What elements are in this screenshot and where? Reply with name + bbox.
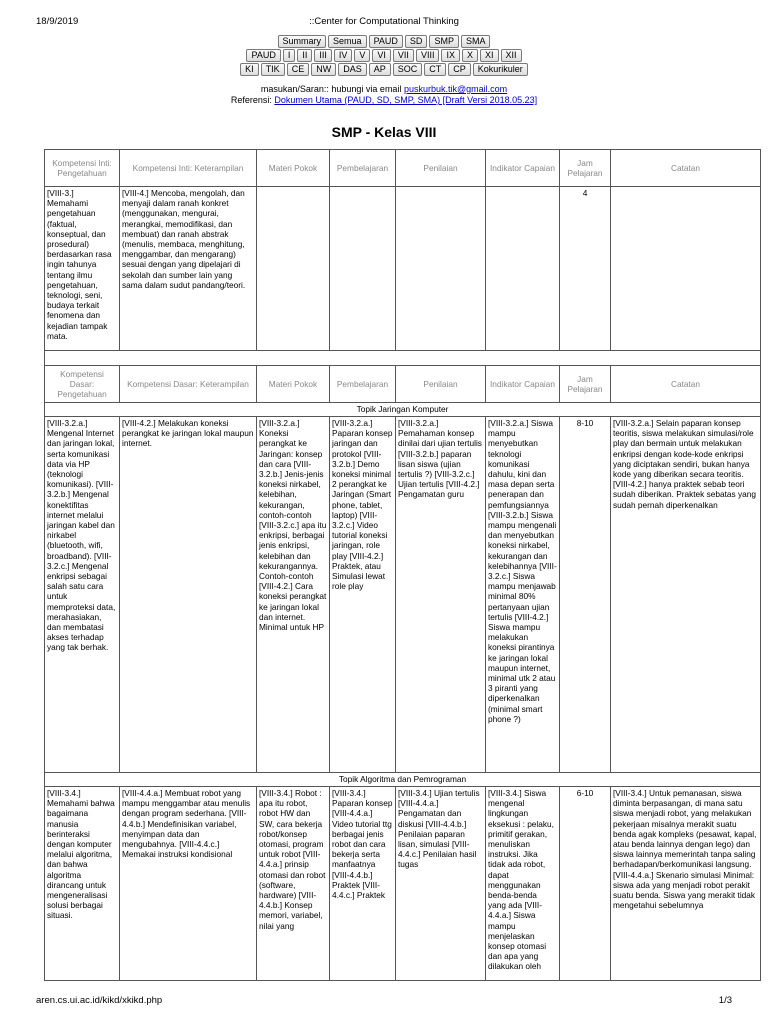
col-header: Pembelajaran xyxy=(330,366,396,403)
table-cell: [VIII-3.4.] Siswa mengenal lingkungan eksekusi : pelaku, primitif gerakan, menuliskan instruksi. Jika tidak ada robot, dapat menggunakan benda-benda yang ada [VIII-4.4.a.] Siswa mampu menjelaskan konsep otomasi dan apa yang dilakukan oleh xyxy=(486,787,560,981)
ki-header-row xyxy=(45,150,761,187)
grade-paud-button[interactable]: PAUD xyxy=(246,49,280,62)
grade-10-button[interactable]: X xyxy=(462,49,478,62)
topic-das-button[interactable]: DAS xyxy=(338,63,367,76)
reference-label: Referensi: xyxy=(230,95,275,105)
col-header: Kompetensi Inti: Keterampilan xyxy=(120,150,257,187)
topic-kokurikuler-button[interactable]: Kokurikuler xyxy=(473,63,528,76)
table-cell: [VIII-3.2.a.] Mengenal Internet dan jaringan lokal, serta komunikasi data via HP (teknologi komunikasi). [VIII-3.2.b.] Mengenal konektifitas internet melalui jaringan kabel dan nirkabel (bluetooth, wifi, broadband). [VIII-3.2.c.] Mengenal enkripsi sebagai salah satu cara untuk memproteksi data, merahasiakan, dan membatasi akses terhadap yang tak berhak. xyxy=(45,417,120,773)
topic-ap-button[interactable]: AP xyxy=(369,63,391,76)
page-title: SMP - Kelas VIII xyxy=(331,124,437,140)
spacer-row xyxy=(45,351,761,366)
topic-row xyxy=(45,403,761,417)
nav-smp-button[interactable]: SMP xyxy=(429,35,459,48)
table-cell xyxy=(396,187,486,351)
grade-3-button[interactable]: III xyxy=(314,49,332,62)
col-header: Pembelajaran xyxy=(330,150,396,187)
col-header: Indikator Capaian xyxy=(486,366,560,403)
grade-6-button[interactable]: VI xyxy=(372,49,391,62)
print-page-title: ::Center for Computational Thinking xyxy=(309,16,459,27)
topic-title: Topik Algoritma dan Pemrograman xyxy=(45,773,761,787)
grade-1-button[interactable]: I xyxy=(283,49,296,62)
col-header: Kompetensi Inti: Pengetahuan xyxy=(45,150,120,187)
nav-row-grade xyxy=(0,49,768,62)
topic-title: Topik Jaringan Komputer xyxy=(45,403,761,417)
print-date: 18/9/2019 xyxy=(36,16,79,27)
table-cell xyxy=(486,187,560,351)
nav-semua-button[interactable]: Semua xyxy=(328,35,367,48)
grade-7-button[interactable]: VII xyxy=(393,49,414,62)
print-header xyxy=(36,16,732,30)
table-cell: [VIII-3.2.a.] Siswa mampu menyebutkan teknologi komunikasi dahulu, kini dan masa depan serta penerapan dan pemfungsiannya [VIII-3.2.b.] Siswa mampu mengenali dan menyebutkan koneksi nirkabel, kekurangan dan kelebihannya [VIII-3.2.c.] Siswa mampu menjawab minimal 80% pertanyaan ujian tertulis [VIII-4.2.] Siswa mampu melakukan koneksi pirantinya ke jaringan lokal maupun internet, minimal utk 2 atau 3 piranti yang diperkenalkan (minimal smart phone ?) xyxy=(486,417,560,773)
col-header: Penilaian xyxy=(396,150,486,187)
nav-paud-button[interactable]: PAUD xyxy=(369,35,403,48)
topic-cp-button[interactable]: CP xyxy=(448,63,471,76)
feedback-label: masukan/Saran:: hubungi via email xyxy=(260,84,404,94)
topic-nw-button[interactable]: NW xyxy=(311,63,336,76)
table-cell: [VIII-3.4.] Paparan konsep [VIII-4.4.a.] Video tutorial ttg berbagai jenis robot dan cara bekerja serta manfaatnya [VIII-4.4.b.] Praktek [VIII-4.4.c.] Praktek xyxy=(330,787,396,981)
table-cell xyxy=(257,187,330,351)
table-cell: [VIII-3.4.] Robot : apa itu robot, robot HW dan SW, cara bekerja robot/konsep otomasi, program untuk robot [VIII-4.4.a.] prinsip otomasi dan robot (software, hardware) [VIII-4.4.b.] Konsep memori, variabel, nilai yang xyxy=(257,787,330,981)
table-cell: [VIII-4.] Mencoba, mengolah, dan menyaji dalam ranah konkret (menggunakan, mengurai, merangkai, memodifikasi, dan membuat) dan ranah abstrak (menulis, membaca, menghitung, menggambar, dan mengarang) sesuai dengan yang dipelajari di sekolah dan sumber lain yang sama dalam sudut pandang/teori. xyxy=(120,187,257,351)
nav-sd-button[interactable]: SD xyxy=(405,35,428,48)
col-header: Indikator Capaian xyxy=(486,150,560,187)
topic-tik-button[interactable]: TIK xyxy=(261,63,285,76)
table-row xyxy=(45,787,761,981)
topic-ce-button[interactable]: CE xyxy=(287,63,310,76)
col-header: Penilaian xyxy=(396,366,486,403)
reference-line xyxy=(0,95,768,106)
table-cell: 8-10 xyxy=(560,417,611,773)
reference-link[interactable]: Dokumen Utama (PAUD, SD, SMP, SMA) [Draft Versi 2018.05.23] xyxy=(274,95,538,105)
table-cell: [VIII-3.2.a.] Paparan konsep jaringan dan protokol [VIII-3.2.b.] Demo koneksi minimal 2 perangkat ke Jaringan (Smart phone, tablet, laptop) [VIII-3.2.c.] Video tutorial koneksi jaringan, role play [VIII-4.2.] Praktek, atau Simulasi lewat role play xyxy=(330,417,396,773)
table-cell: [VIII-3.2.a.] Koneksi perangkat ke Jaringan: konsep dan cara [VIII-3.2.b.] Jenis-jenis koneksi nirkabel, kelebihan, kekurangan, contoh-contoh [VIII-3.2.c.] apa itu enkripsi, berbagai jenis enkripsi, kelebihan dan kekurangannya. Contoh-contoh [VIII-4.2.] Cara koneksi perangkat ke jaringan lokal dan internet. Minimal untuk HP xyxy=(257,417,330,773)
grade-12-button[interactable]: XII xyxy=(501,49,522,62)
col-header: Jam Pelajaran xyxy=(560,150,611,187)
grade-8-button[interactable]: VIII xyxy=(416,49,440,62)
topic-ki-button[interactable]: KI xyxy=(240,63,259,76)
table-cell: [VIII-4.2.] Melakukan koneksi perangkat ke jaringan lokal maupun internet. xyxy=(120,417,257,773)
table-cell: [VIII-3.4.] Memahami bahwa bagaimana manusia berinteraksi dengan komputer melalui algoritma, dan bahwa algoritma dirancang untuk mengeneralisasi solusi berbagai situasi. xyxy=(45,787,120,981)
nav-row-level xyxy=(0,35,768,48)
table-cell: [VIII-3.4.] Ujian tertulis [VIII-4.4.a.] Pengamatan dan diskusi [VIII-4.4.b.] Penilaian paparan lisan, simulasi [VIII-4.4.c.] Penilaian hasil tugas xyxy=(396,787,486,981)
curriculum-table xyxy=(44,149,761,981)
nav-sma-button[interactable]: SMA xyxy=(461,35,491,48)
grade-11-button[interactable]: XI xyxy=(480,49,499,62)
col-header: Catatan xyxy=(611,366,761,403)
ki-row xyxy=(45,187,761,351)
table-cell: [VIII-3.2.a.] Selain paparan konsep teoritis, siswa melakukan simulasi/role play dan bermain untuk melakukan enkripsi dengan kode-kode enkripsi yang diciptakan sendiri, bukan hanya kode yang diberikan secara teoritis. [VIII-4.2.] hanya praktek sebab teori sudah diberikan. Praktek sebatas yang sudah pernah diperkenalkan xyxy=(611,417,761,773)
email-link[interactable]: puskurbuk.tik@gmail.com xyxy=(403,84,508,94)
nav-summary-button[interactable]: Summary xyxy=(278,35,327,48)
page-number: 1/3 xyxy=(718,995,732,1006)
table-cell: 6-10 xyxy=(560,787,611,981)
feedback-line xyxy=(0,84,768,95)
page-url: aren.cs.ui.ac.id/kikd/xkikd.php xyxy=(36,995,163,1006)
col-header: Catatan xyxy=(611,150,761,187)
table-row xyxy=(45,417,761,773)
table-cell: [VIII-3.4.] Untuk pemanasan, siswa diminta berpasangan, di mana satu siswa menjadi robot, yang melakukan pekerjaan misalnya merakit suatu benda agak kompleks (pesawat, kapal, atau benda lainnya dengan lego) dan siswa lainnya memerintah tanpa saling berhadapan/berkomunikasi langsung. [VIII-4.4.a.] Skenario simulasi Minimal: siswa ada yang menjadi robot perakit suatu benda. Siswa yang merakit tidak mengetahui sebelumnya xyxy=(611,787,761,981)
grade-9-button[interactable]: IX xyxy=(441,49,460,62)
col-header: Kompetensi Dasar: Pengetahuan xyxy=(45,366,120,403)
table-cell: [VIII-4.4.a.] Membuat robot yang mampu menggambar atau menulis dengan program sederhana. [VIII-4.4.b.] Mendefinisikan variabel, menyimpan data dan mengubahnya. [VIII-4.4.c.] Memakai instruksi kondisional xyxy=(120,787,257,981)
col-header: Kompetensi Dasar: Keterampilan xyxy=(120,366,257,403)
table-cell xyxy=(611,187,761,351)
table-cell: 4 xyxy=(560,187,611,351)
col-header: Materi Pokok xyxy=(257,150,330,187)
col-header: Materi Pokok xyxy=(257,366,330,403)
table-cell: [VIII-3.] Memahami pengetahuan (faktual, konseptual, dan prosedural) berdasarkan rasa ingin tahunya tentang ilmu pengetahuan, teknologi, seni, budaya terkait fenomena dan kejadian tampak mata. xyxy=(45,187,120,351)
table-cell xyxy=(330,187,396,351)
grade-4-button[interactable]: IV xyxy=(334,49,353,62)
col-header: Jam Pelajaran xyxy=(560,366,611,403)
topic-soc-button[interactable]: SOC xyxy=(393,63,423,76)
grade-5-button[interactable]: V xyxy=(354,49,370,62)
grade-2-button[interactable]: II xyxy=(297,49,312,62)
topic-row xyxy=(45,773,761,787)
table-cell: [VIII-3.2.a.] Pemahaman konsep dinilai dari ujian tertulis [VIII-3.2.b.] paparan lisan siswa (ujian tertulis ?) [VIII-3.2.c.] Ujian tertulis [VIII-4.2.] Pengamatan guru xyxy=(396,417,486,773)
nav-row-topic xyxy=(0,63,768,76)
topic-ct-button[interactable]: CT xyxy=(424,63,446,76)
kd-header-row xyxy=(45,366,761,403)
spacer-cell xyxy=(45,351,761,366)
